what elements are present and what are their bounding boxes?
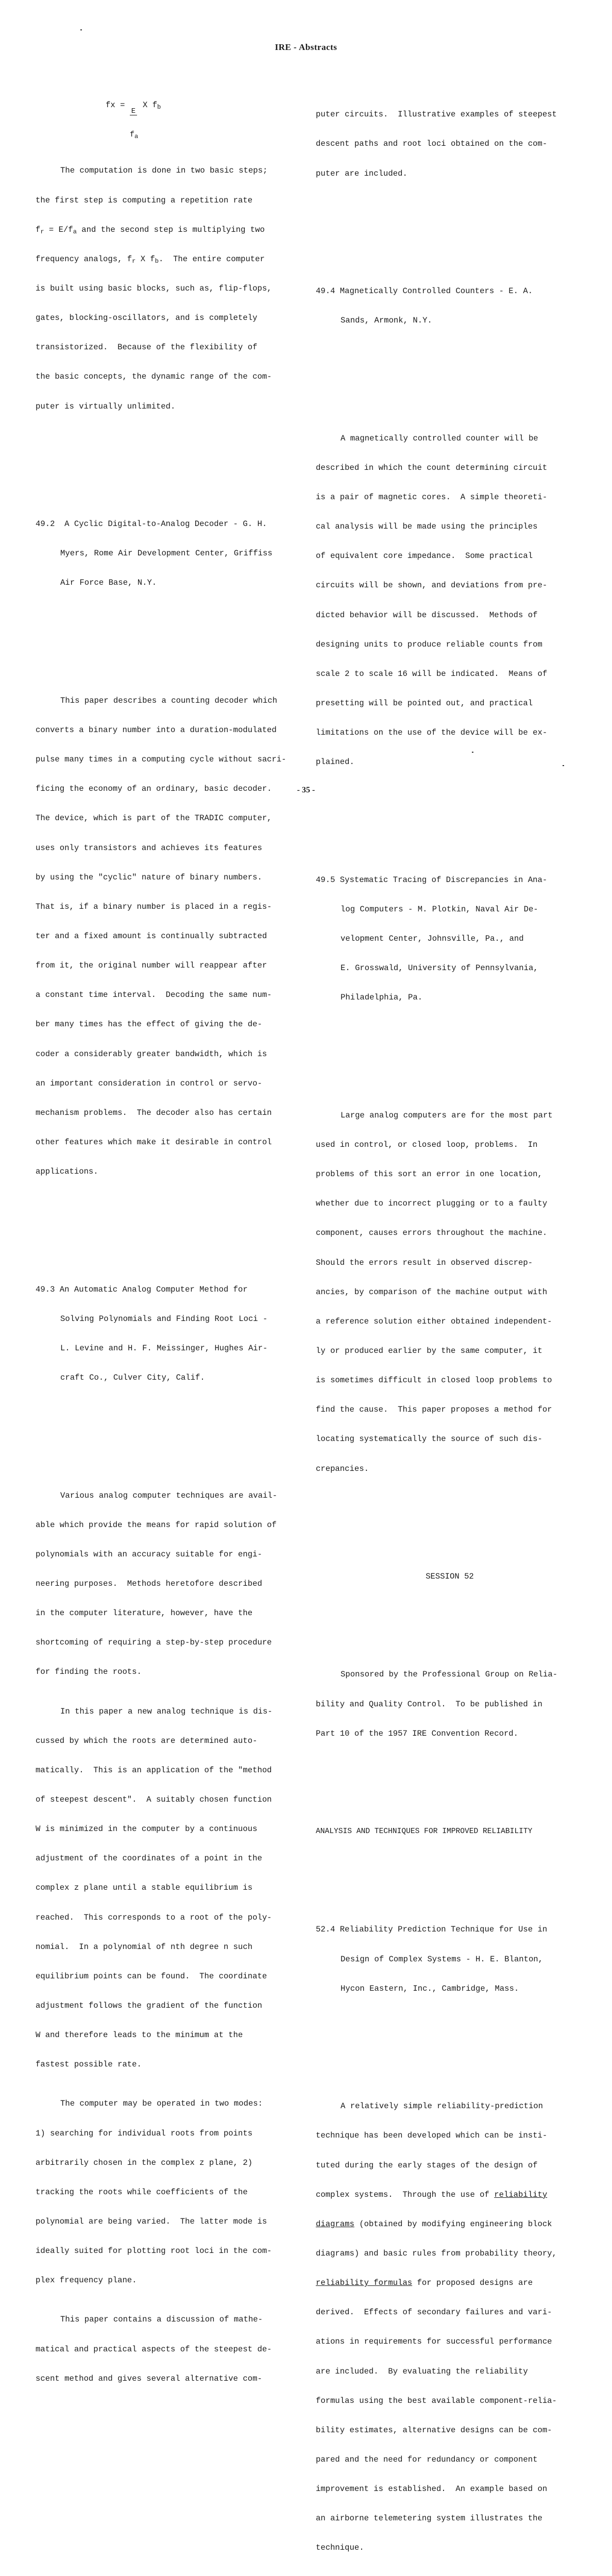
text-line: matically. This is an application of the "method [36,1765,272,1775]
text-line: 1) searching for individual roots from points [36,2128,253,2138]
text-line: dicted behavior will be discussed. Methods of [316,610,538,620]
text-line: L. Levine and H. F. Meissinger, Hughes Air- [60,1343,268,1353]
text-line: ter and a fixed amount is continually subtracted [36,931,267,941]
text-line: log Computers - M. Plotkin, Naval Air De- [341,904,538,914]
text-line: reached. This corresponds to a root of the poly- [36,1912,272,1922]
text-line: Large analog computers are for the most part [341,1110,553,1120]
text-line: 49.3 An Automatic Analog Computer Method for [36,1284,248,1294]
text-line: able which provide the means for rapid solution of [36,1520,277,1530]
entry-49-2-abstract [36,676,293,1196]
text-line: technique has been developed which can be insti- [316,2131,548,2141]
text-line: the first step is computing a repetition rate [36,195,253,205]
text-line: Part 10 of the 1957 IRE Convention Record. [316,1728,519,1738]
text-line: are included. By evaluating the reliability [316,2366,528,2376]
text-line: Design of Complex Systems - H. E. Blanton, [341,1954,543,1964]
text-line: an important consideration in control or servo- [36,1078,262,1088]
text-line: puter is virtually unlimited. [36,401,176,411]
text-line: That is, if a binary number is placed in a regis- [36,902,272,911]
text-line: cal analysis will be made using the principles [316,522,538,532]
text-line: ficing the economy of an ordinary, basic decoder. [36,784,272,794]
entry-49-3-abstract [36,1471,293,2403]
text-line: A magnetically controlled counter will be [341,433,538,443]
text-line: arbitrarily chosen in the complex z plane, 2) [36,2158,253,2167]
session-sponsor-note [316,1650,584,1758]
text-line: W is minimized in the computer by a continuous [36,1824,258,1834]
text-line: diagrams (obtained by modifying engineering block [316,2219,552,2229]
text-line: complex systems. Through the use of reliability [316,2190,548,2199]
text-line: complex z plane until a stable equilibrium is [36,1883,253,1893]
formula [36,90,293,141]
text-line: cussed by which the roots are determined auto- [36,1736,258,1745]
entry-49-3-title [36,1265,293,1402]
text-line: craft Co., Culver City, Calif. [60,1373,205,1382]
text-line: bility and Quality Control. To be published in [316,1699,542,1709]
section-heading: ANALYSIS AND TECHNIQUES FOR IMPROVED RELIABILITY [316,1827,533,1836]
text-line: Philadelphia, Pa. [341,993,423,1003]
text-line: puter circuits. Illustrative examples of steepest [316,110,557,120]
text-line: frequency analogs, $f_r$ X $f_b$. The entire computer [36,254,265,265]
text-line: Sands, Armonk, N.Y. [341,316,432,326]
text-line: This paper contains a discussion of mathe- [60,2315,263,2325]
text-line: fastest possible rate. [36,2060,142,2070]
text-line: nomial. In a polynomial of nth degree n such [36,1942,253,1952]
text-line: by using the "cyclic" nature of binary numbers. [36,872,262,882]
text-line: whether due to incorrect plugging or to a faulty [316,1199,548,1209]
text-line: used in control, or closed loop, problems. In [316,1140,538,1149]
text-line: The computer may be operated in two modes: [60,2099,263,2109]
entry-49-5-title [316,856,584,1023]
formula-lhs: fx = [106,100,130,110]
text-line: is sometimes difficult in closed loop problems to [316,1376,552,1385]
text-line: The computation is done in two basic steps; [60,166,268,176]
text-line: ancies, by comparison of the machine output with [316,1287,548,1297]
text-line: reliability formulas for proposed designs are [316,2278,533,2288]
text-line: tracking the roots while coefficients of the [36,2187,248,2197]
entry-49-4-abstract [316,414,584,787]
text-line: presetting will be pointed out, and practical [316,698,533,708]
text-line: coder a considerably greater bandwidth, which is [36,1049,267,1059]
text-line: 49.4 Magnetically Controlled Counters - E. A. [316,286,533,296]
text-line: transistorized. Because of the flexibility of [36,343,258,352]
text-line: Various analog computer techniques are avail- [60,1490,278,1500]
right-column [316,61,584,2576]
text-line: This paper describes a counting decoder which [60,696,278,705]
text-line: ber many times has the effect of giving the de- [36,1020,262,1029]
text-line: for finding the roots. [36,1667,142,1677]
text-line: from it, the original number will reappear after [36,961,267,971]
text-line: E. Grosswald, University of Pennsylvania, [341,963,538,973]
intro-paragraph [36,146,293,431]
text-line: uses only transistors and achieves its features [36,843,262,853]
text-line: W and therefore leads to the minimum at the [36,2030,243,2040]
text-line: tuted during the early stages of the design of [316,2160,538,2170]
text-line: polynomials with an accuracy suitable for engi- [36,1549,262,1559]
text-line: other features which make it desirable in control [36,1137,272,1147]
text-line: limitations on the use of the device will be ex- [316,728,548,738]
text-line: adjustment follows the gradient of the function [36,2001,262,2010]
text-line: adjustment of the coordinates of a point in the [36,1854,262,1863]
text-line: a constant time interval. Decoding the same num- [36,990,272,1000]
text-line: bility estimates, alternative designs can be com- [316,2425,552,2435]
text-line: The device, which is part of the TRADIC computer, [36,814,272,823]
text-line: scale 2 to scale 16 will be indicated. Means of [316,669,548,679]
text-line: of equivalent core impedance. Some practical [316,551,533,561]
text-line: the basic concepts, the dynamic range of the com- [36,372,272,382]
formula-denominator: $f_a$ [130,130,139,141]
text-line: described in which the count determining circuit [316,463,548,472]
text-line: applications. [36,1167,98,1177]
text-line: plained. [316,757,354,767]
text-line: mechanism problems. The decoder also has certain [36,1108,272,1117]
text-line: pulse many times in a computing cycle without sacri- [36,755,286,765]
text-line: problems of this sort an error in one location, [316,1170,542,1179]
text-line: diagrams) and basic rules from probability theory, [316,2248,557,2258]
text-line: Hycon Eastern, Inc., Cambridge, Mass. [341,1984,519,1993]
text-line: Sponsored by the Professional Group on Relia- [341,1670,558,1680]
left-column [36,61,293,2423]
text-line: 49.5 Systematic Tracing of Discrepancies in Ana- [316,875,548,885]
text-line: shortcoming of requiring a step-by-step procedure [36,1638,272,1648]
text-line: crepancies. [316,1464,369,1473]
text-line: in the computer literature, however, have the [36,1608,253,1618]
formula-fraction [130,93,137,155]
text-line: ideally suited for plotting root loci in the com- [36,2246,272,2256]
text-line: Should the errors result in observed discrep- [316,1258,533,1267]
text-line: ly or produced earlier by the same computer, it [316,1346,542,1355]
entry-52-4-title [316,1905,584,2013]
text-line: Solving Polynomials and Finding Root Loci - [60,1314,268,1324]
formula-numerator: E [130,108,137,115]
text-line: gates, blocking-oscillators, and is completely [36,313,258,323]
text-line: equilibrium points can be found. The coordinate [36,1971,267,1981]
text-line: improvement is established. An example based on [316,2484,548,2494]
text-line: Myers, Rome Air Development Center, Griffiss [60,549,273,558]
text-line: is built using basic blocks, such as, flip-flops, [36,283,272,293]
session-heading: SESSION 52 [426,1571,474,1581]
running-header: IRE - Abstracts [275,42,337,52]
text-line: is a pair of magnetic cores. A simple theoreti- [316,492,548,502]
text-line: designing units to produce reliable counts from [316,639,542,649]
text-line: $f_r = E/f_a$ and the second step is multiplying two [36,225,265,235]
page-number: - 35 - [297,786,315,794]
text-line: converts a binary number into a duration-modulated [36,725,277,735]
text-line: Air Force Base, N.Y. [60,578,157,588]
text-line: 52.4 Reliability Prediction Technique for Use in [316,1925,548,1935]
text-line: plex frequency plane. [36,2276,137,2285]
text-line: A relatively simple reliability-prediction [341,2102,543,2111]
entry-49-5-abstract [316,1091,584,1494]
text-line: matical and practical aspects of the steepest de- [36,2344,272,2354]
entry-52-4-abstract [316,2082,584,2572]
formula-multiplier: X $f_b$ [143,100,161,111]
text-line: derived. Effects of secondary failures and vari- [316,2308,552,2317]
text-line: of steepest descent". A suitably chosen function [36,1794,272,1804]
text-line: component, causes errors throughout the machine. [316,1228,548,1238]
text-line: pared and the need for redundancy or component [316,2454,538,2464]
text-line: ations in requirements for successful performance [316,2337,552,2347]
text-line: puter are included. [316,168,407,178]
text-line: In this paper a new analog technique is dis- [60,1706,273,1716]
scan-speck [80,29,82,30]
entry-49-3-continuation [316,90,584,198]
text-line: neering purposes. Methods heretofore described [36,1579,262,1588]
text-line: descent paths and root loci obtained on the com- [316,139,548,149]
text-line: formulas using the best available component-relia- [316,2396,557,2405]
text-line: an airborne telemetering system illustrates the [316,2514,542,2523]
text-line: locating systematically the source of such dis- [316,1434,542,1444]
text-line: velopment Center, Johnsville, Pa., and [341,934,524,944]
entry-49-4-title [316,267,584,345]
text-line: 49.2 A Cyclic Digital-to-Analog Decoder - G. H. [36,519,267,529]
text-line: polynomial are being varied. The latter mode is [36,2216,267,2226]
text-line: technique. [316,2543,364,2553]
text-line: scent method and gives several alternative com- [36,2374,262,2383]
entry-49-2-title [36,500,293,608]
text-line: a reference solution either obtained independent- [316,1316,552,1326]
text-line: find the cause. This paper proposes a method for [316,1405,552,1415]
text-line: circuits will be shown, and deviations from pre- [316,581,548,590]
